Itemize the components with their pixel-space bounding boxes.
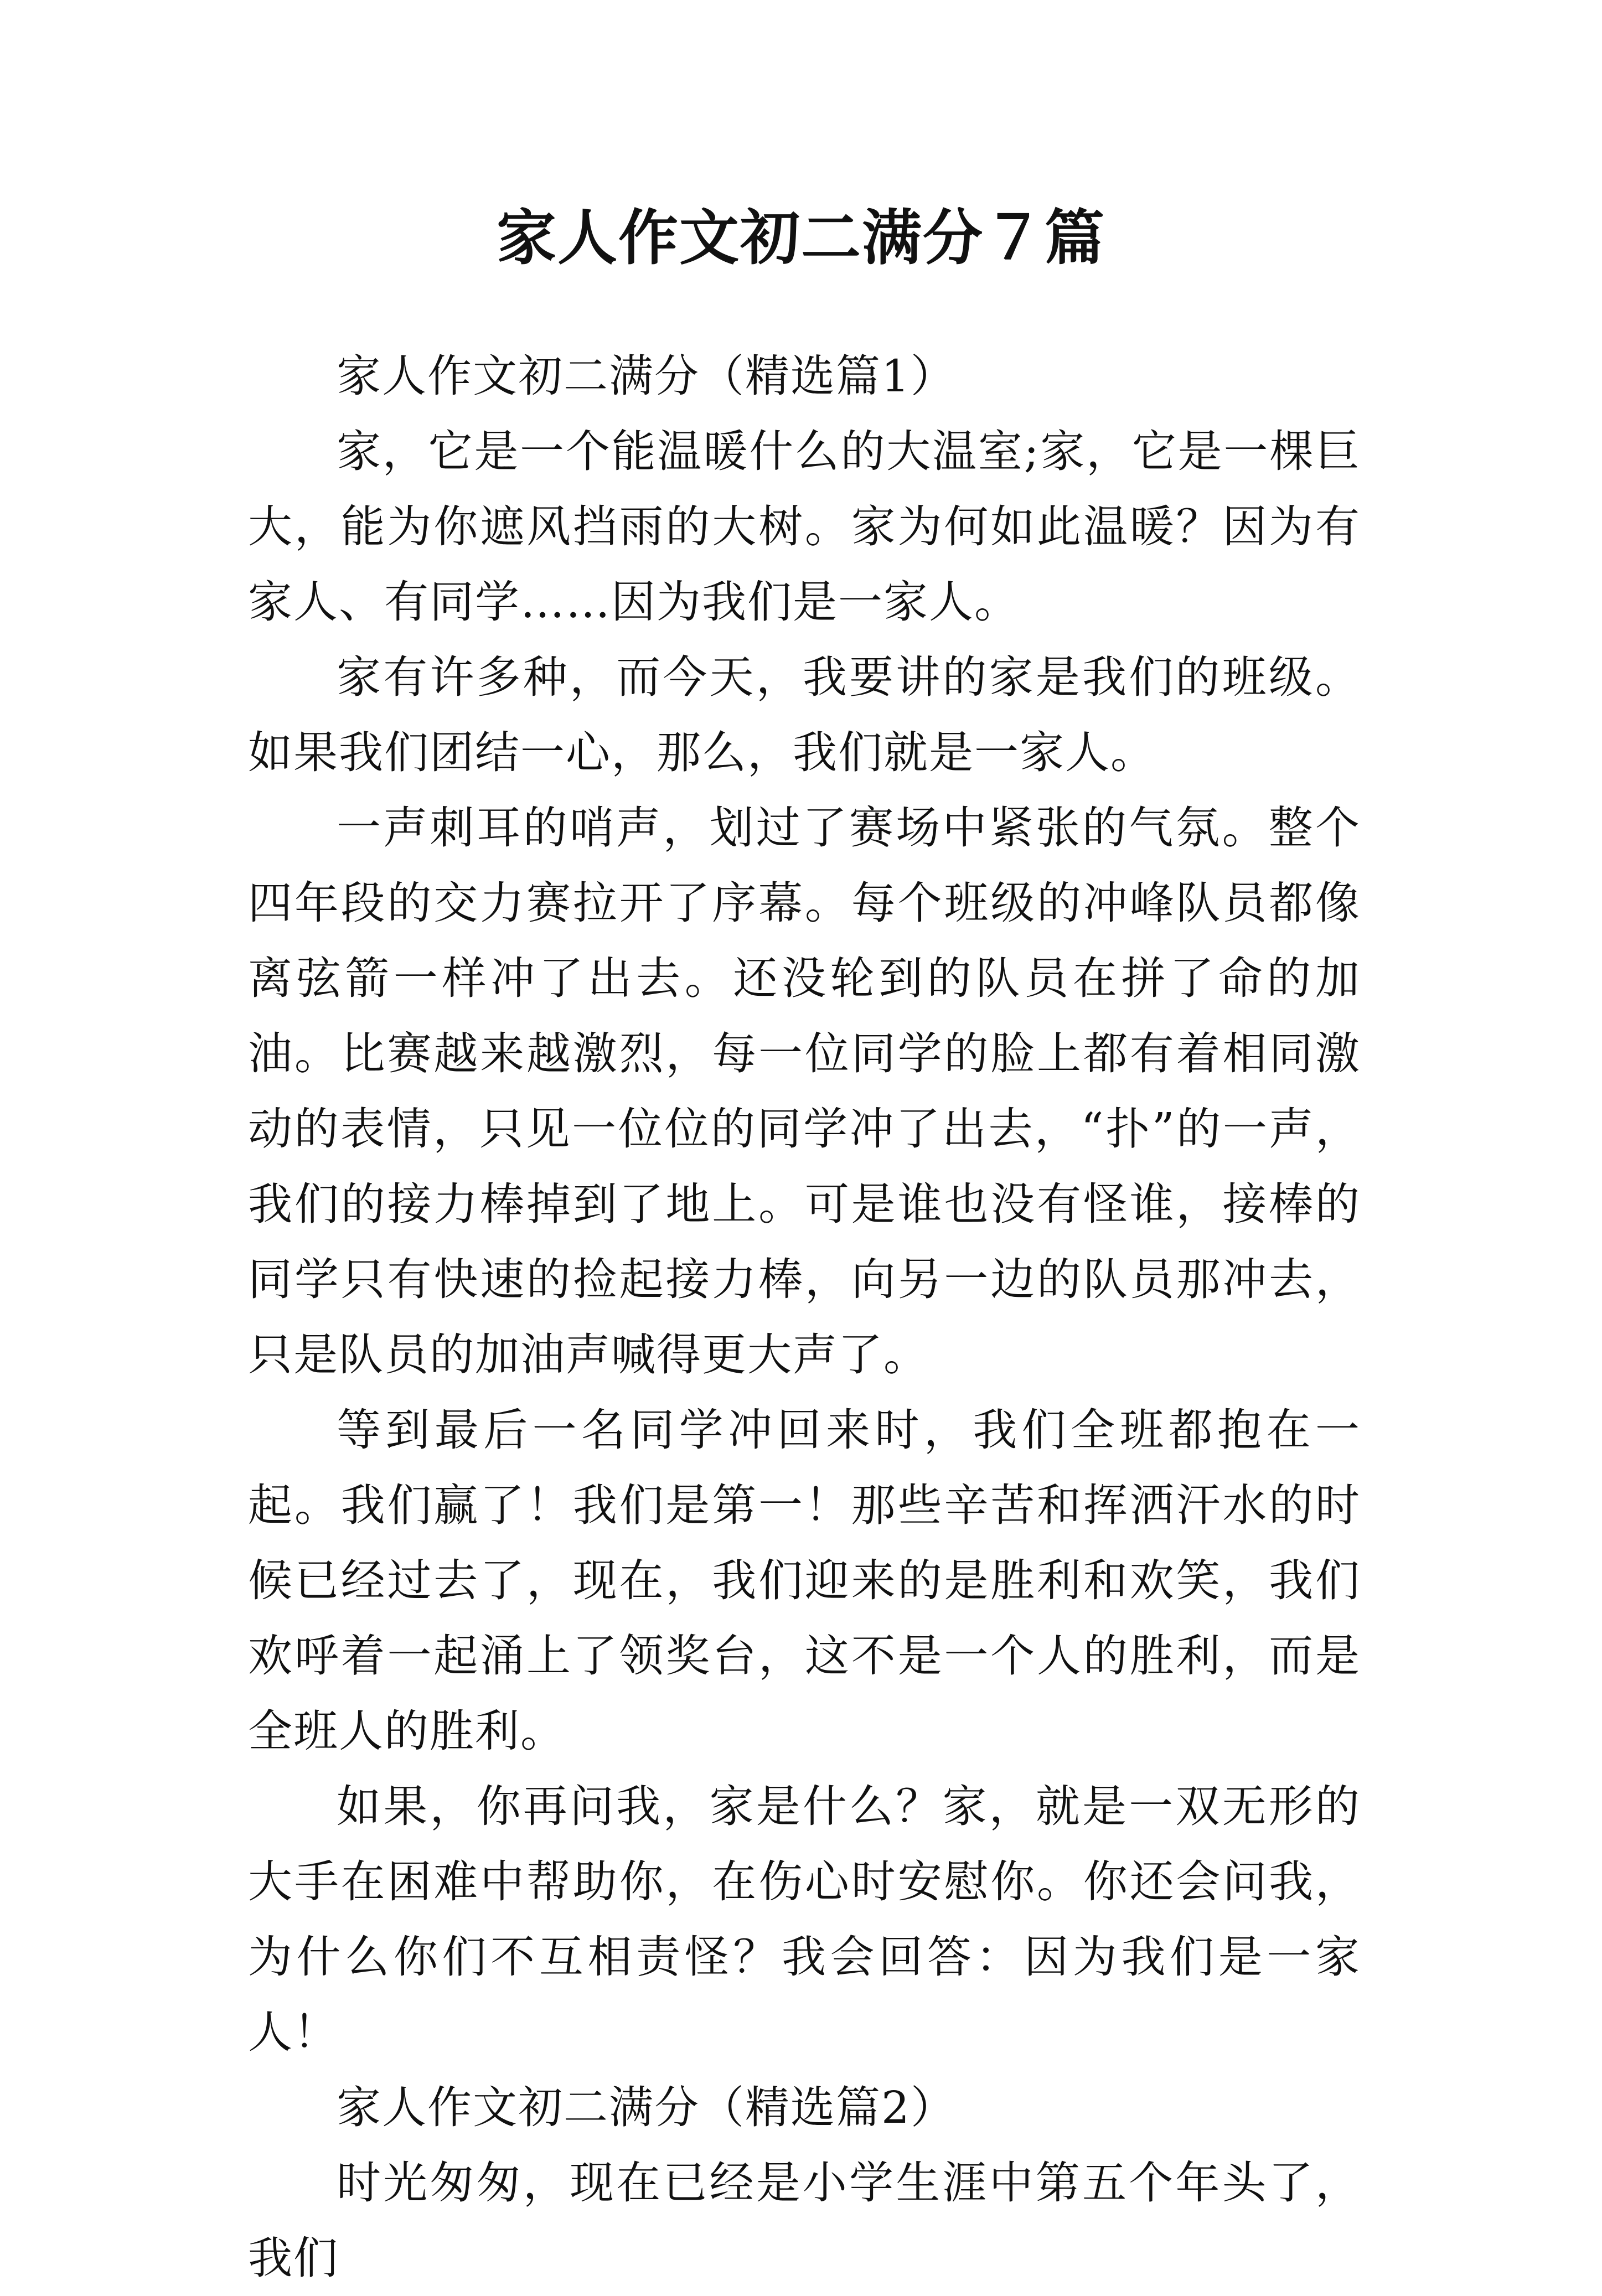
section-heading: 家人作文初二满分（精选篇2）	[337, 2082, 956, 2133]
essay-section-1	[248, 339, 1361, 2070]
paragraph: 一声刺耳的哨声，划过了赛场中紧张的气氛。整个四年段的交力赛拉开了序幕。每个班级的冲峰队员都像离弦箭一样冲了出去。还没轮到的队员在拼了命的加油。比赛越来越激烈，每一位同学的脸上都有着相同激动的表情，只见一位位的同学冲了出去，“扑”的一声，我们的接力棒掉到了地上。可是谁也没有怪谁，接棒的同学只有快速的捡起接力棒，向另一边的队员那冲去，只是队员的加油声喊得更大声了。	[248, 802, 1361, 1380]
paragraph: 家有许多种，而今天，我要讲的家是我们的班级。如果我们团结一心，那么，我们就是一家人。	[248, 651, 1361, 778]
paragraph: 等到最后一名同学冲回来时，我们全班都抱在一起。我们赢了！我们是第一！那些辛苦和挥洒汗水的时候已经过去了，现在，我们迎来的是胜利和欢笑，我们欢呼着一起涌上了领奖台，这不是一个人的胜利，而是全班人的胜利。	[248, 1404, 1361, 1757]
paragraph: 如果，你再问我，家是什么？家，就是一双无形的大手在困难中帮助你，在伤心时安慰你。你还会问我，为什么你们不互相责怪？我会回答：因为我们是一家人！	[248, 1781, 1361, 2058]
document-title: 家人作文初二满分７篇	[496, 203, 1105, 273]
document-body	[248, 339, 1361, 2296]
essay-section-2	[248, 2070, 1361, 2296]
paragraph: 时光匆匆，现在已经是小学生涯中第五个年头了，我们	[248, 2157, 1361, 2284]
paragraph: 家，它是一个能温暖什么的大温室;家，它是一棵巨大，能为你遮风挡雨的大树。家为何如此温暖？因为有家人、有同学……因为我们是一家人。	[248, 426, 1361, 628]
section-heading: 家人作文初二满分（精选篇1）	[337, 350, 956, 402]
